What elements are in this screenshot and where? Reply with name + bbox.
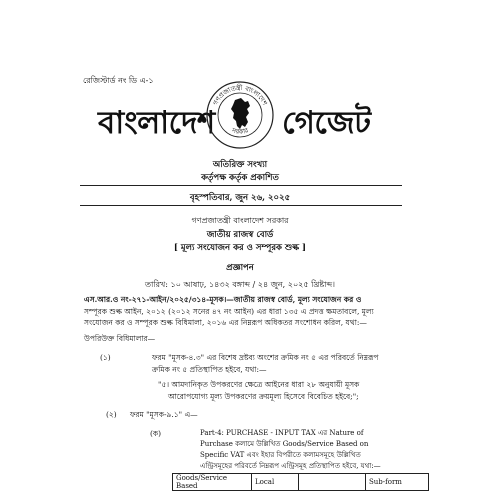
registered-number: রেজিস্টার্ড নং ডি এ-১ (83, 76, 154, 85)
intro-paragraph (84, 294, 406, 329)
sub-item-line: Part-4: PURCHASE - INPUT TAX এর Nature of (200, 429, 364, 437)
published-by-label: কর্তৃপক্ষ কর্তৃক প্রকাশিত (201, 173, 279, 183)
publication-date: বৃহস্পতিবার, জুন ২৬, ২০২৫ (189, 193, 291, 203)
quote-line: "৫। আমদানিকৃত উপকরণের ক্ষেত্রে আইনের ধারা ২৮ অনুযায়ী মূসক (158, 380, 360, 389)
notice-date: তারিখ: ১০ আষাঢ়, ১৪৩২ বঙ্গাব্দ / ২৪ জুন, ২০২৫ খ্রিষ্টাব্দ। (145, 280, 335, 289)
gazette-title-right: গেজেট (282, 105, 371, 141)
quote-line: আরোপযোগ্য মূল্য উপকরণের ক্রয়মূল্য হিসেবে বিবেচিত হইবে;"; (168, 391, 359, 401)
board-name: জাতীয় রাজস্ব বোর্ড (206, 230, 274, 240)
wing-name: [ মূল্য সংযোজন কর ও সম্পূরক শুল্ক ] (173, 243, 307, 253)
entries-table (172, 473, 429, 491)
notice-heading: প্রজ্ঞাপন (226, 263, 254, 273)
bottom-divider (80, 205, 402, 206)
table-row (173, 474, 429, 491)
sub-item-line: Specific VAT এবং ইহার বিপরীতে কলামসমূহে উল্লিখিত (200, 451, 361, 459)
sub-item-label: (ক) (150, 429, 162, 438)
seal-bottom-text: সরকার (230, 126, 250, 136)
item-number: (২) (106, 410, 117, 419)
sub-item-line: এন্ট্রিসমূহের পরিবর্তে নিম্নরূপ এন্ট্রিসমূহ প্রতিস্থাপিত হইবে, যথা:— (200, 462, 381, 470)
top-divider (80, 185, 402, 186)
intro-line: এস.আর.ও নং-২৭১-আইন/২০২৫/৩১৪-মূসক।—জাতীয় রাজস্ব বোর্ড, মূল্য সংযোজন কর ও (84, 295, 362, 304)
item-text: ফরম "মূসক-৯.১" এ— (130, 410, 198, 419)
sub-item-text (200, 428, 408, 472)
extra-issue-label: অতিরিক্ত সংখ্যা (212, 160, 268, 170)
sub-item-line: Purchase কলামে উল্লিখিত Goods/Service Based on (200, 440, 369, 448)
item-text (152, 352, 407, 375)
government-seal (205, 80, 275, 150)
government-name: গণপ্রজাতন্ত্রী বাংলাদেশ সরকার (191, 216, 289, 225)
table-cell: Local (252, 474, 299, 491)
seal-top-text: গণপ্রজাতন্ত্রী বাংলাদেশ (211, 83, 269, 107)
table-cell: Goods/Service Based (173, 474, 252, 491)
intro-line: সংযোজন কর ও সম্পূরক শুল্ক বিধিমালা, ২০১৬ এর নিম্নরূপ অধিকতর সংশোধন করিল, যথা:— (84, 318, 367, 327)
item-number: (১) (100, 353, 111, 362)
item-quote (158, 379, 408, 402)
bangladesh-map-icon (231, 98, 250, 129)
table-cell: Sub-form (366, 474, 429, 491)
item-line: ক্রমিক নং ৫ প্রতিস্থাপিত হইবে, যথা:— (152, 364, 267, 374)
table-cell (299, 474, 366, 491)
gazette-title-left: বাংলাদেশ (98, 105, 215, 141)
seal-icon (205, 80, 275, 150)
above-line: উপরিউক্ত বিধিমালার— (84, 334, 156, 343)
item-line: ফরম "মূসক-৪.৩" এর বিশেষ দ্রষ্টব্য অংশের ক্রমিক নং ৫ এর পরিবর্তে নিম্নরূপ (152, 353, 379, 362)
intro-line: সম্পূরক শুল্ক আইন, ২০১২ (২০১২ সনের ৪৭ নং আইন) এর ধারা ১৩৫ এ প্রদত্ত ক্ষমতাবলে, মূল্য (84, 306, 374, 316)
